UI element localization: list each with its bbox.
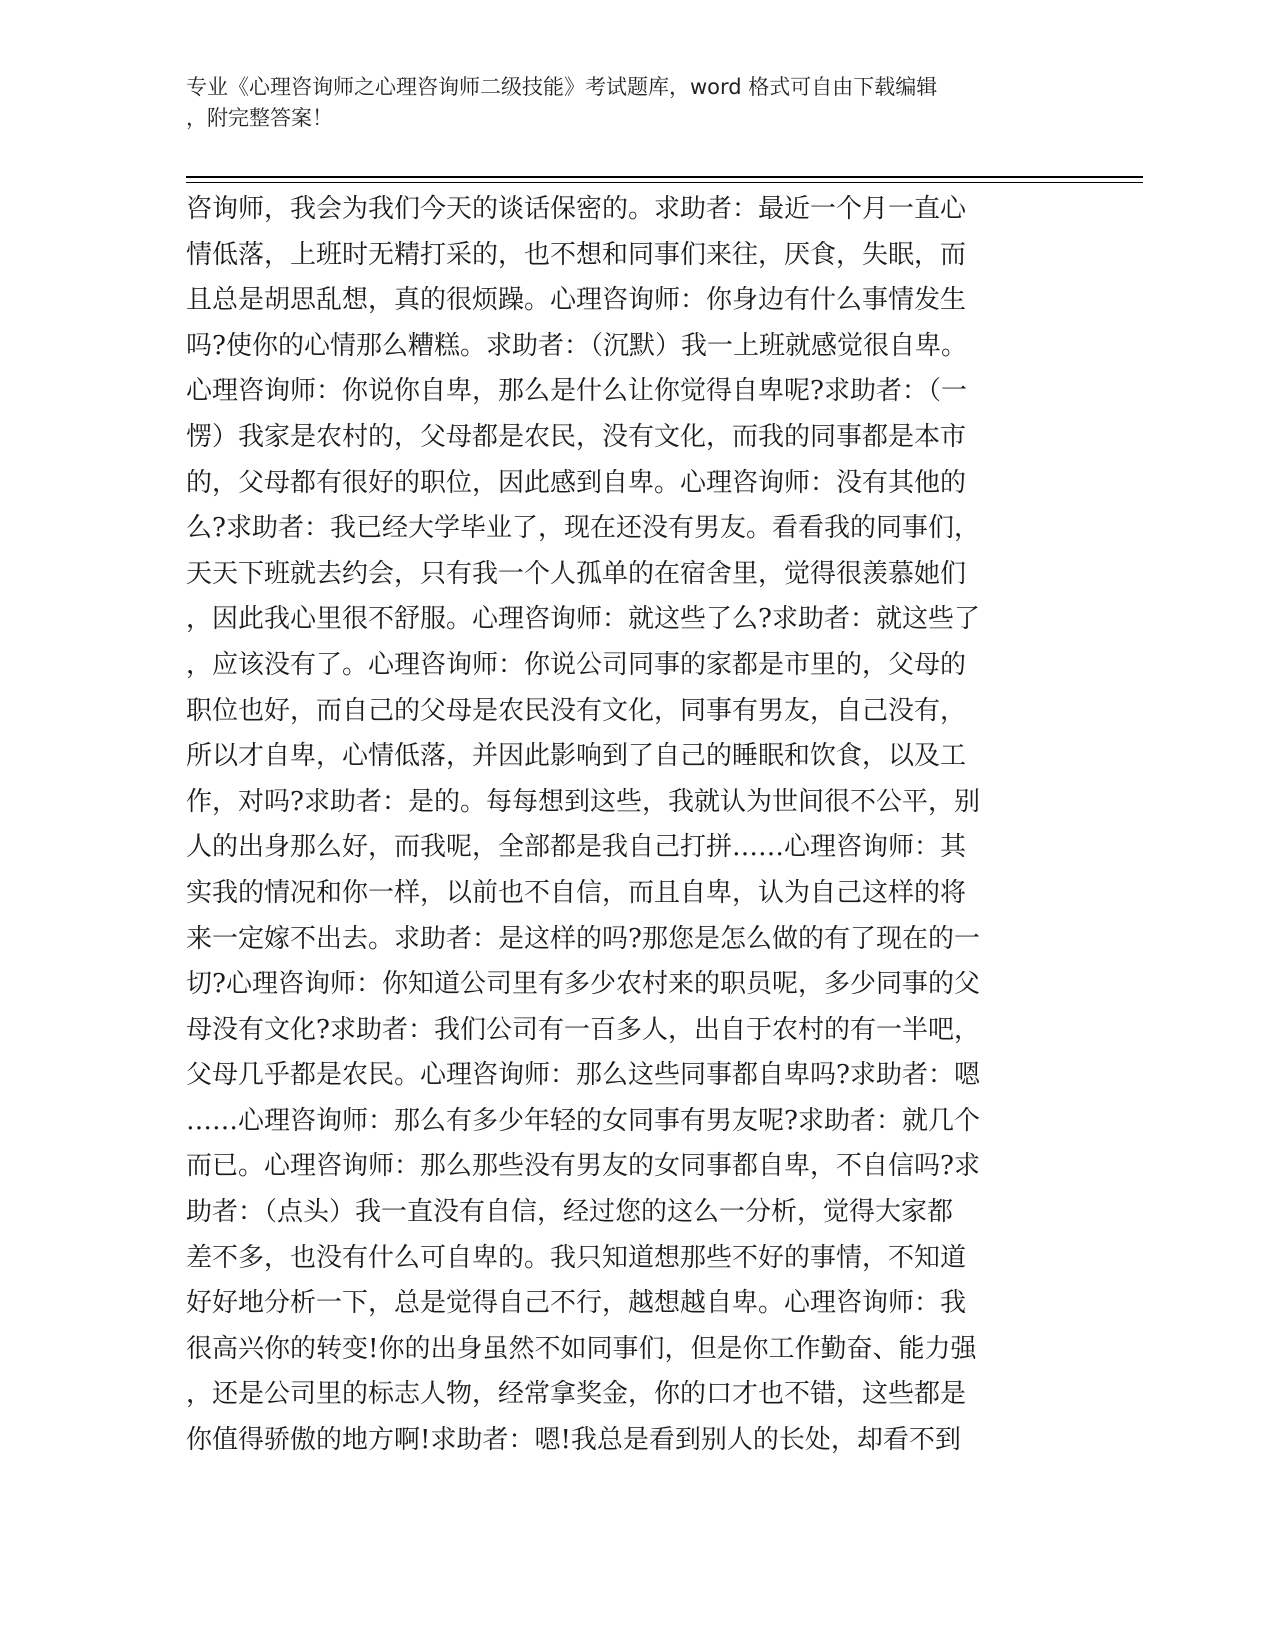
body-line: 好好地分析一下，总是觉得自己不行，越想越自卑。心理咨询师：我 bbox=[186, 1288, 967, 1319]
body-line: ……心理咨询师：那么有多少年轻的女同事有男友呢?求助者：就几个 bbox=[186, 1105, 980, 1136]
body-line: ，应该没有了。心理咨询师：你说公司同事的家都是市里的，父母的 bbox=[186, 649, 967, 680]
body-line: 来一定嫁不出去。求助者：是这样的吗?那您是怎么做的有了现在的一 bbox=[186, 923, 980, 954]
body-line: 的，父母都有很好的职位，因此感到自卑。心理咨询师：没有其他的 bbox=[186, 467, 967, 498]
body-line: 人的出身那么好，而我呢，全部都是我自己打拼……心理咨询师：其 bbox=[186, 832, 967, 863]
header-title-line-2: ，附完整答案！ bbox=[186, 106, 333, 130]
body-line: 天天下班就去约会，只有我一个人孤单的在宿舍里，觉得很羡慕她们 bbox=[186, 558, 967, 589]
body-line: ，还是公司里的标志人物，经常拿奖金，你的口才也不错，这些都是 bbox=[186, 1379, 967, 1410]
body-line: ，因此我心里很不舒服。心理咨询师：就这些了么?求助者：就这些了 bbox=[186, 604, 980, 635]
body-line: 切?心理咨询师：你知道公司里有多少农村来的职员呢，多少同事的父 bbox=[186, 969, 980, 1000]
body-line: 职位也好，而自己的父母是农民没有文化，同事有男友，自己没有， bbox=[186, 695, 967, 726]
header-title-line-1: 专业《心理咨询师之心理咨询师二级技能》考试题库，word 格式可自由下载编辑 bbox=[186, 75, 938, 99]
header-divider bbox=[186, 176, 1143, 183]
body-line: 母没有文化?求助者：我们公司有一百多人，出自于农村的有一半吧， bbox=[186, 1014, 980, 1045]
body-line: 且总是胡思乱想，真的很烦躁。心理咨询师：你身边有什么事情发生 bbox=[186, 285, 967, 316]
body-line: 心理咨询师：你说你自卑，那么是什么让你觉得自卑呢?求助者：（一 bbox=[186, 376, 967, 407]
body-line: 作，对吗?求助者：是的。每每想到这些，我就认为世间很不公平，别 bbox=[186, 786, 980, 817]
body-line: 父母几乎都是农民。心理咨询师：那么这些同事都自卑吗?求助者：嗯 bbox=[186, 1060, 980, 1091]
body-line: 而已。心理咨询师：那么那些没有男友的女同事都自卑，不自信吗?求 bbox=[186, 1151, 980, 1182]
body-line: 愣）我家是农村的，父母都是农民，没有文化，而我的同事都是本市 bbox=[186, 421, 967, 452]
body-line: 很高兴你的转变!你的出身虽然不如同事们，但是你工作勤奋、能力强 bbox=[186, 1333, 977, 1364]
body-line: 差不多，也没有什么可自卑的。我只知道想那些不好的事情，不知道 bbox=[186, 1242, 967, 1273]
document-body bbox=[186, 187, 1066, 1464]
body-line: 你值得骄傲的地方啊!求助者：嗯!我总是看到别人的长处，却看不到 bbox=[186, 1425, 961, 1456]
body-line: 所以才自卑，心情低落，并因此影响到了自己的睡眠和饮食，以及工 bbox=[186, 741, 967, 772]
page-header bbox=[186, 72, 1066, 134]
body-line: 咨询师，我会为我们今天的谈话保密的。求助者：最近一个月一直心 bbox=[186, 194, 967, 224]
body-line: 实我的情况和你一样，以前也不自信，而且自卑，认为自己这样的将 bbox=[186, 877, 967, 908]
body-line: 吗?使你的心情那么糟糕。求助者：（沉默）我一上班就感觉很自卑。 bbox=[186, 330, 967, 361]
body-line: 么?求助者：我已经大学毕业了，现在还没有男友。看看我的同事们， bbox=[186, 513, 980, 544]
body-line: 情低落，上班时无精打采的，也不想和同事们来往，厌食，失眠，而 bbox=[186, 239, 967, 270]
body-line: 助者：（点头）我一直没有自信，经过您的这么一分析，觉得大家都 bbox=[186, 1197, 954, 1228]
